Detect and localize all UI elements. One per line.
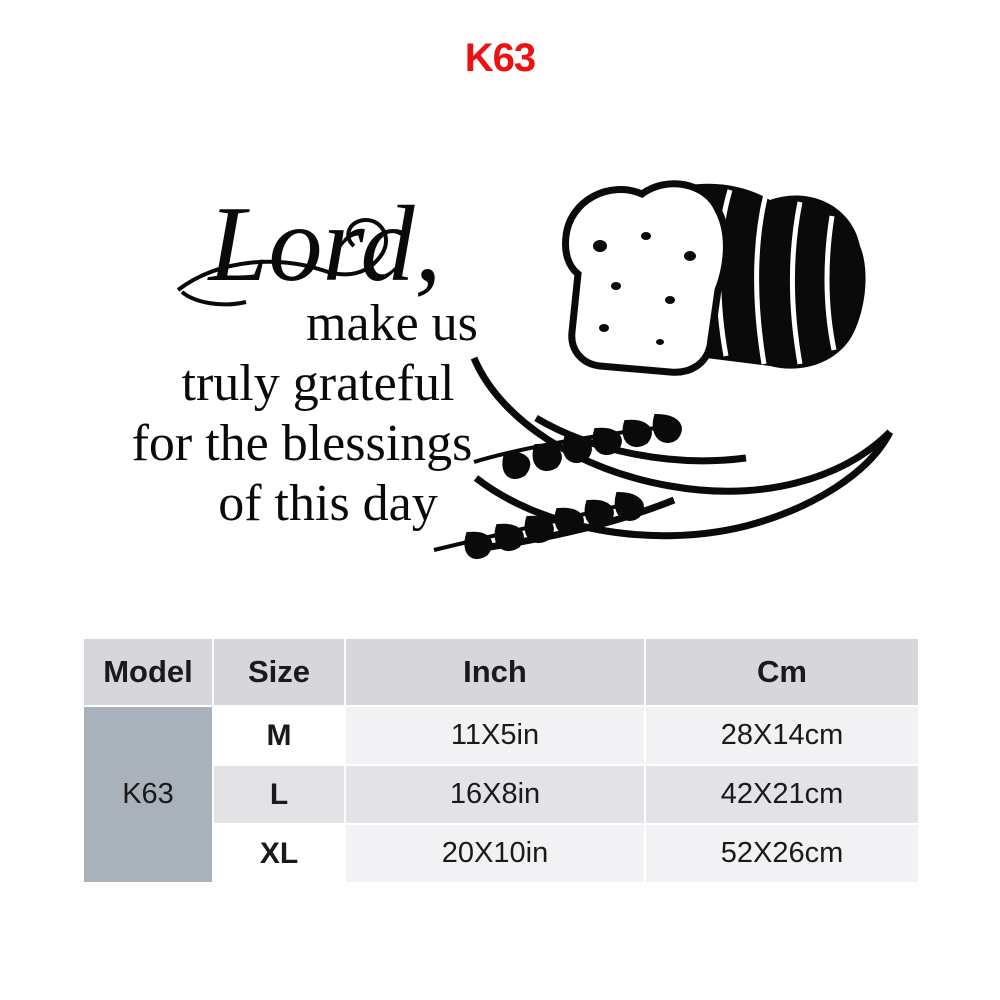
quote-line-4: for the blessings — [131, 415, 473, 472]
product-model-code: K63 — [464, 36, 536, 80]
quote-line-3: truly grateful — [181, 355, 455, 412]
table-header-row — [83, 638, 919, 706]
cell-cm-xl: 52X26cm — [645, 824, 919, 883]
size-chart-table — [82, 637, 920, 884]
bread-loaf-icon — [566, 184, 866, 372]
column-header-size: Size — [213, 638, 345, 706]
artwork-svg — [70, 150, 940, 590]
column-header-model: Model — [83, 638, 213, 706]
cell-size-l: L — [213, 765, 345, 824]
table-row — [83, 706, 919, 765]
decal-artwork — [70, 150, 940, 590]
quote-text-group — [132, 185, 478, 532]
column-header-inch: Inch — [345, 638, 645, 706]
cell-inch-m: 11X5in — [345, 706, 645, 765]
quote-line-5: of this day — [218, 475, 438, 532]
cell-size-xl: XL — [213, 824, 345, 883]
cell-inch-l: 16X8in — [345, 765, 645, 824]
column-header-cm: Cm — [645, 638, 919, 706]
quote-line-1: Lord, — [208, 185, 442, 304]
quote-line-2: make us — [306, 295, 478, 352]
cell-cm-l: 42X21cm — [645, 765, 919, 824]
cell-inch-xl: 20X10in — [345, 824, 645, 883]
cell-size-m: M — [213, 706, 345, 765]
cell-cm-m: 28X14cm — [645, 706, 919, 765]
cell-model-value: K63 — [83, 706, 213, 883]
